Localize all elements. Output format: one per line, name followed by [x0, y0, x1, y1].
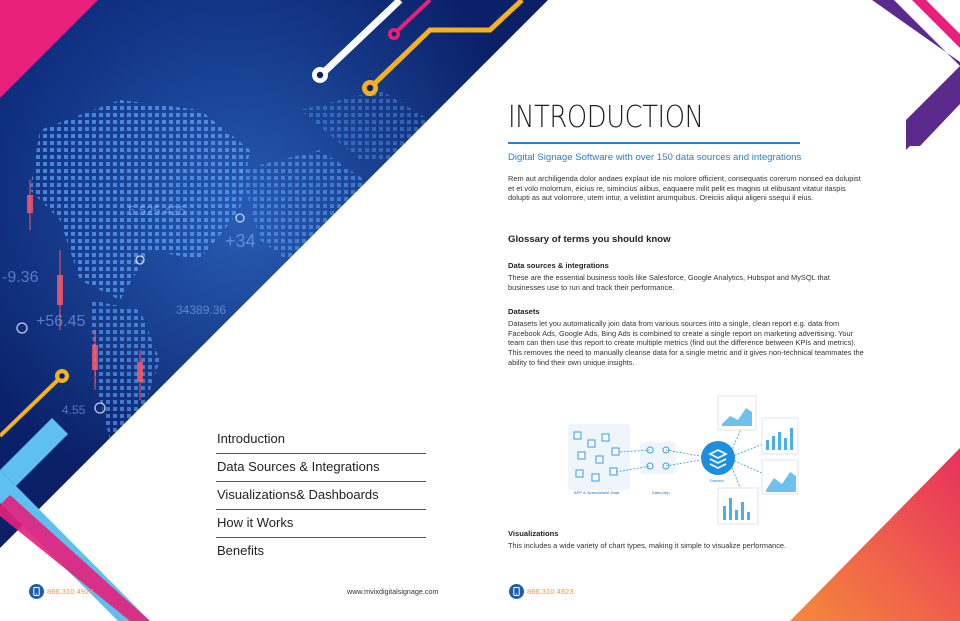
term-body: These are the essential business tools like Salesforce, Google Analytics, Hubspot and MySQL that businesses use to run and track their performance.: [508, 273, 830, 292]
footer-phone-left[interactable]: [29, 584, 93, 599]
phone-icon: [509, 584, 524, 599]
table-of-contents: [216, 426, 426, 566]
diagram-graphic: [568, 394, 808, 526]
hero-number-0: -9.36: [2, 269, 39, 286]
phone-number: 866.310.4923: [47, 587, 94, 596]
title-underline: [508, 142, 800, 144]
hero-number-5: 4.55: [62, 403, 86, 417]
glossary-term-data-sources: [508, 261, 868, 292]
glossary-term-datasets: [508, 307, 868, 368]
page-subtitle: Digital Signage Software with over 150 data sources and integrations: [508, 152, 802, 163]
hero-number-1: +56.45: [36, 313, 86, 330]
magenta-bar-right: [912, 0, 960, 48]
phone-icon: [29, 584, 44, 599]
term-title: Datasets: [508, 307, 540, 316]
toc-item-benefits[interactable]: Benefits: [217, 543, 264, 558]
phone-number: 866.310.4923: [527, 587, 574, 596]
diagram-label-datasets: Data prep: [652, 490, 670, 495]
glossary-term-visualizations: [508, 529, 868, 551]
diagram-label-sources: APP & Spreadsheet Data: [574, 490, 620, 495]
term-body: This includes a wide variety of chart types, making it simple to visualize performance.: [508, 541, 787, 550]
toc-item-visualizations[interactable]: Visualizations& Dashboards: [216, 482, 426, 510]
intro-paragraph: Rem aut archiligenda dolor andaes explaut ide nis molore officient, consequatis corerum nonsed ea dolupist et et volo molorrum, eicius re, simincius alibus, eaquaere milit pelit es magnis ut elibusant vitatur itaspis dolupti as aut volorrore, utem intur, a velistint arumquibus. Oreiciis aliqui aligeni ssequi il eius.: [508, 174, 861, 203]
diagram-label-hub: Dataset: [710, 478, 724, 483]
hero-number-2: 34389.36: [176, 303, 227, 317]
term-body: Datasets let you automatically join data from various sources into a single, clean report e.g. data from Facebook Ads, Google Ads, Bing Ads is combined to create a single report on marketing advertising. Your team can then use this report to create multiple metrics (find out the difference between KPIs and metrics). This removes the need to manually cleanse data for a single metric and it gives non-technical teammates the ability to find their own unique insights.: [508, 319, 864, 367]
glossary-heading: Glossary of terms you should know: [508, 234, 671, 245]
hero-number-4: +34: [225, 231, 256, 251]
term-title: Data sources & integrations: [508, 261, 609, 270]
page-title: INTRODUCTION: [508, 100, 704, 135]
dataset-flow-diagram: [568, 394, 808, 526]
toc-item-introduction[interactable]: Introduction: [216, 426, 426, 454]
magenta-stripe: [0, 495, 150, 621]
hero-number-3: 5.525.425: [128, 203, 186, 218]
toc-item-data-sources[interactable]: Data Sources & Integrations: [216, 454, 426, 482]
footer-website-link[interactable]: www.mvixdigitalsignage.com: [347, 587, 439, 596]
term-title: Visualizations: [508, 529, 559, 538]
toc-item-how-it-works[interactable]: How it Works: [216, 510, 426, 538]
footer-phone-right[interactable]: [509, 584, 573, 599]
